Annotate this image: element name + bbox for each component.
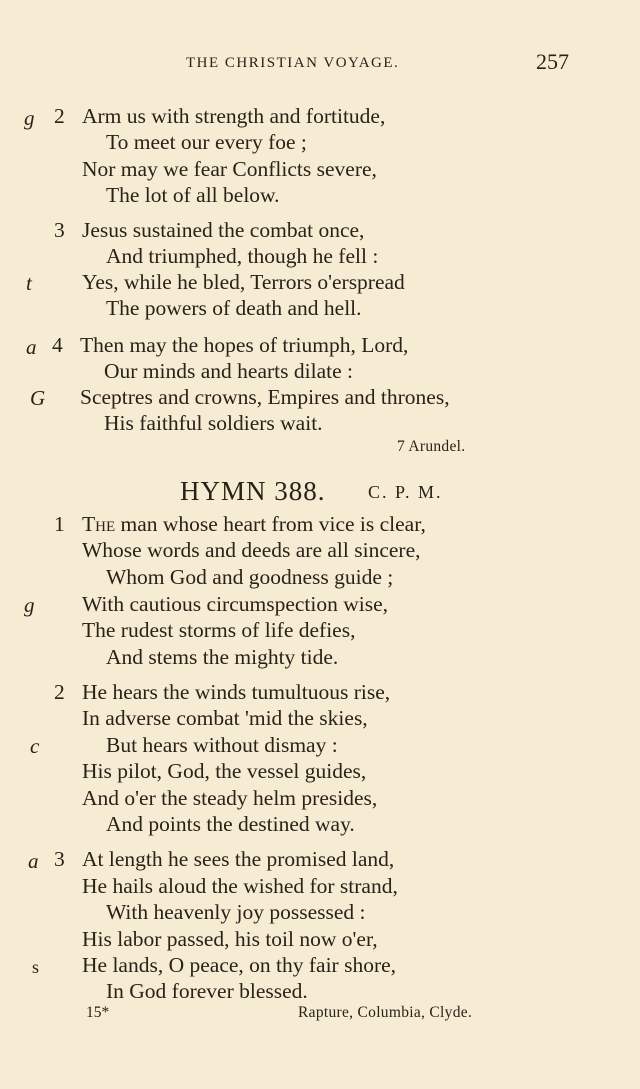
verse-line: Arm us with strength and fortitude,	[82, 104, 386, 128]
running-head: THE CHRISTIAN VOYAGE.	[186, 55, 400, 71]
hymn-title: HYMN 388.	[180, 476, 326, 506]
dynamic-mark: g	[24, 106, 35, 130]
verse-line: Yes, while he bled, Terrors o'erspread	[82, 270, 405, 294]
verse-line: He hears the winds tumultuous rise,	[82, 680, 391, 704]
stanza-number: 2	[54, 104, 65, 128]
verse-line-text: man whose heart from vice is clear,	[120, 512, 426, 536]
verse-line: With heavenly joy possessed :	[106, 900, 366, 924]
stanza-number: 3	[54, 218, 65, 242]
stanza-number: 1	[54, 512, 65, 536]
verse-line: Jesus sustained the combat once,	[82, 218, 365, 242]
dynamic-mark: G	[30, 386, 46, 410]
verse-line: The rudest storms of life defies,	[82, 618, 356, 642]
verse-line: His pilot, God, the vessel guides,	[82, 759, 367, 783]
verse-line: The powers of death and hell.	[106, 296, 362, 320]
verse-line: At length he sees the promised land,	[82, 847, 395, 871]
page-number: 257	[536, 49, 569, 74]
verse-line: Then may the hopes of triumph, Lord,	[80, 333, 409, 357]
verse-line: Whom God and goodness guide ;	[106, 565, 394, 589]
verse-line: Sceptres and crowns, Empires and thrones,	[80, 385, 450, 409]
verse-line: In God forever blessed.	[106, 979, 308, 1003]
verse-line: Our minds and hearts dilate :	[104, 359, 353, 383]
verse-line: His faithful soldiers wait.	[104, 411, 323, 435]
verse-line: Nor may we fear Conflicts severe,	[82, 157, 377, 181]
dynamic-mark: a	[28, 849, 39, 873]
stanza-number: 2	[54, 680, 65, 704]
dynamic-mark: a	[26, 335, 37, 359]
verse-line: With cautious circumspection wise,	[82, 592, 389, 616]
verse-line: His labor passed, his toil now o'er,	[82, 927, 378, 951]
verse-line: The lot of all below.	[106, 183, 280, 207]
first-word: The	[82, 512, 116, 536]
dynamic-mark: t	[26, 271, 32, 295]
verse-line: He lands, O peace, on thy fair shore,	[82, 953, 397, 977]
stanza-number: 3	[54, 847, 65, 871]
verse-line: But hears without dismay :	[106, 733, 338, 757]
stanza-number: 4	[52, 333, 63, 357]
dynamic-mark: s	[32, 957, 40, 977]
dynamic-mark: g	[24, 593, 35, 617]
verse-line: In adverse combat 'mid the skies,	[82, 706, 368, 730]
verse-line: He hails aloud the wished for strand,	[82, 874, 398, 898]
verse-line: To meet our every foe ;	[106, 130, 307, 154]
verse-line: And triumphed, though he fell :	[106, 244, 379, 268]
hymn-meter: C. P. M.	[368, 482, 443, 502]
dynamic-mark: c	[30, 734, 40, 758]
signature-mark: 15*	[86, 1004, 110, 1021]
tune-reference: Rapture, Columbia, Clyde.	[298, 1004, 473, 1021]
verse-line: And stems the mighty tide.	[106, 645, 339, 669]
verse-line	[82, 514, 426, 536]
verse-line: And o'er the steady helm presides,	[82, 786, 378, 810]
tune-reference: 7 Arundel.	[397, 438, 466, 455]
verse-line: Whose words and deeds are all sincere,	[82, 538, 421, 562]
verse-line: And points the destined way.	[106, 812, 355, 836]
